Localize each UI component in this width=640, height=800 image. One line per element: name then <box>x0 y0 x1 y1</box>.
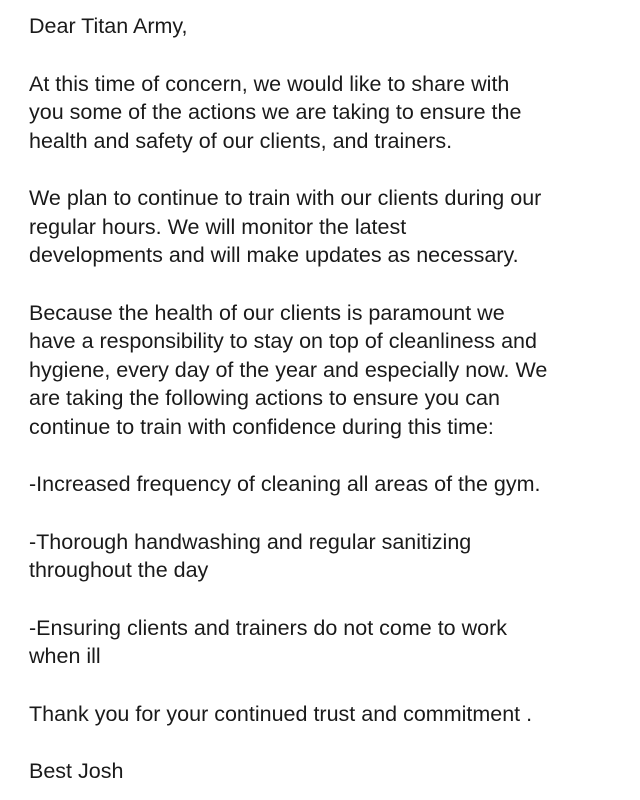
paragraph-gap <box>29 155 619 184</box>
paragraph-line: -Increased frequency of cleaning all areas of the gym. <box>29 472 541 496</box>
paragraph-line: have a responsibility to stay on top of cleanliness and <box>29 329 537 353</box>
paragraph-hygiene <box>29 299 619 442</box>
paragraph-line: hygiene, every day of the year and especially now. We <box>29 357 548 382</box>
closing-line: Thank you for your continued trust and commitment . <box>29 701 533 726</box>
paragraph-gap <box>29 585 619 614</box>
paragraph-line: Because the health of our clients is paramount we <box>29 300 505 325</box>
paragraph-plan <box>29 184 619 270</box>
paragraph-line: continue to train with confidence during this time: <box>29 414 494 439</box>
paragraph-line: health and safety of our clients, and trainers. <box>29 128 453 153</box>
paragraph-line: you some of the actions we are taking to ensure the <box>29 100 522 124</box>
salutation: Dear Titan Army, <box>29 14 188 38</box>
paragraph-line: are taking the following actions to ensure you can <box>29 386 500 410</box>
action-item-illness <box>29 614 619 671</box>
paragraph-line: At this time of concern, we would like to share with <box>29 71 510 96</box>
paragraph-line: We plan to continue to train with our clients during our <box>29 186 542 210</box>
action-item-cleaning <box>29 470 619 499</box>
signature: Best Josh <box>29 759 124 783</box>
paragraph-line: regular hours. We will monitor the latest <box>29 214 407 239</box>
paragraph-gap <box>29 728 619 757</box>
paragraph-line: -Ensuring clients and trainers do not come to work <box>29 615 508 640</box>
paragraph-gap <box>29 270 619 299</box>
paragraph-gap <box>29 441 619 470</box>
paragraph-line: throughout the day <box>29 558 209 582</box>
paragraph-line: -Thorough handwashing and regular sanitizing <box>29 529 472 554</box>
action-item-handwashing <box>29 528 619 585</box>
paragraph-gap <box>29 499 619 528</box>
letter <box>29 12 619 786</box>
paragraph-gap <box>29 671 619 700</box>
paragraph-gap <box>29 41 619 70</box>
paragraph-intro <box>29 70 619 156</box>
paragraph-line: when ill <box>29 644 101 668</box>
paragraph-line: developments and will make updates as necessary. <box>29 243 519 267</box>
